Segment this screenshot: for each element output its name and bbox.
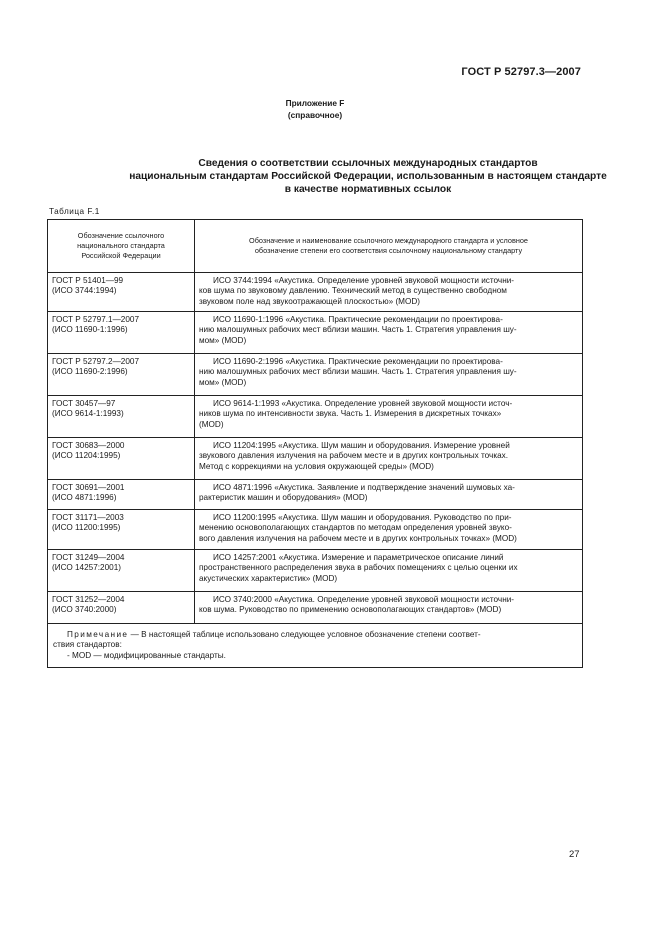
desc-line: Метод с коррекциями на условия окружающей среды» (MOD) — [199, 461, 434, 471]
header-national-standard — [48, 220, 195, 273]
national-standard-cell — [48, 396, 194, 423]
table-note-row — [48, 624, 583, 668]
iso-equivalent: (ИСО 3740:2000) — [52, 605, 117, 615]
desc-line: мом» (MOD) — [199, 335, 247, 345]
iso-equivalent: (ИСО 3744:1994) — [52, 286, 117, 296]
table-row — [48, 354, 583, 396]
desc-line: (MOD) — [199, 419, 224, 429]
table-row — [48, 592, 583, 624]
iso-equivalent: (ИСО 9614-1:1993) — [52, 409, 124, 419]
desc-line: ИСО 11690-2:1996 «Акустика. Практические рекомендации по проектирова- — [213, 357, 503, 366]
iso-equivalent: (ИСО 14257:2001) — [52, 563, 121, 573]
annex-type: (справочное) — [287, 109, 343, 120]
desc-line: ИСО 11204:1995 «Акустика. Шум машин и оборудования. Измерение уровней — [213, 441, 510, 450]
note-line — [53, 630, 577, 640]
desc-line: мом» (MOD) — [199, 377, 247, 387]
desc-line: ИСО 11690-1:1996 «Акустика. Практические рекомендации по проектирова- — [213, 315, 503, 324]
international-standard-cell — [195, 273, 582, 310]
international-standard-cell — [195, 354, 582, 391]
title-line: Сведения о соответствии ссылочных международных стандартов — [198, 158, 538, 169]
annex-title: Приложение F — [285, 98, 345, 108]
std-code: ГОСТ 31249—2004 — [52, 553, 125, 562]
national-standard-cell — [48, 354, 194, 381]
desc-line: акустических характеристик» (MOD) — [199, 573, 338, 583]
national-standard-cell — [48, 480, 194, 507]
note-line: ствия стандартов: — [53, 640, 122, 650]
table-label: Таблица F.1 — [49, 207, 100, 216]
desc-line: ИСО 9614-1:1993 «Акустика. Определение уровней звуковой мощности источ- — [213, 399, 513, 408]
std-code: ГОСТ 31252—2004 — [52, 595, 125, 604]
desc-line: менению основополагающих стандартов по методам определения уровней звуко- — [199, 523, 512, 533]
title-line: в качестве нормативных ссылок — [284, 184, 452, 195]
table-row — [48, 510, 583, 550]
std-code: ГОСТ Р 52797.1—2007 — [52, 315, 139, 324]
document-code: ГОСТ Р 52797.3—2007 — [461, 66, 581, 78]
std-code: ГОСТ 30683—2000 — [52, 441, 125, 450]
international-standard-cell — [195, 438, 582, 475]
header-text: обозначение степени его соответствия ссылочному национальному стандарту — [254, 246, 523, 255]
section-title — [80, 157, 656, 196]
note-label: Примечание — [67, 630, 129, 639]
international-standard-cell — [195, 510, 582, 547]
table-row — [48, 480, 583, 510]
reference-table — [47, 219, 583, 668]
annex-heading — [0, 98, 630, 121]
international-standard-cell — [195, 592, 582, 619]
national-standard-cell — [48, 550, 194, 577]
iso-equivalent: (ИСО 11204:1995) — [52, 451, 121, 461]
header-text: Российской Федерации — [81, 251, 161, 260]
iso-equivalent: (ИСО 11690-2:1996) — [52, 367, 128, 377]
desc-line: ИСО 4871:1996 «Акустика. Заявление и подтверждение значений шумовых ха- — [213, 483, 515, 492]
desc-line: звукового давления излучения на рабочем месте и в других контрольных точках. — [199, 451, 509, 461]
desc-line: звуковом поле над звукоотражающей плоскостью» (MOD) — [199, 296, 421, 306]
iso-equivalent: (ИСО 11690-1:1996) — [52, 325, 128, 335]
note-text: — В настоящей таблице использовано следующее условное обозначение степени соответ- — [128, 630, 481, 639]
note-item: - MOD — модифицированные стандарты. — [67, 650, 226, 660]
table-row — [48, 396, 583, 438]
desc-line: ИСО 11200:1995 «Акустика. Шум машин и оборудования. Руководство по при- — [213, 513, 512, 522]
national-standard-cell — [48, 510, 194, 537]
desc-line: нию малошумных рабочих мест вблизи машин. Часть 1. Стратегия управления шу- — [199, 325, 517, 335]
header-text: национального стандарта — [77, 241, 165, 250]
table-row — [48, 438, 583, 480]
std-code: ГОСТ 31171—2003 — [52, 513, 124, 522]
table-row — [48, 550, 583, 592]
desc-line: вого давления излучения на рабочем месте и в других контрольных точках» (MOD) — [199, 533, 517, 543]
table-header-row — [48, 220, 583, 273]
desc-line: рактеристик машин и оборудования» (MOD) — [199, 493, 368, 503]
std-code: ГОСТ Р 51401—99 — [52, 276, 124, 285]
international-standard-cell — [195, 396, 582, 433]
title-line: национальным стандартам Российской Федерации, использованным в настоящем стандарте — [129, 171, 607, 182]
iso-equivalent: (ИСО 11200:1995) — [52, 523, 121, 533]
std-code: ГОСТ 30457—97 — [52, 399, 116, 408]
national-standard-cell — [48, 438, 194, 465]
page-number: 27 — [569, 849, 580, 860]
header-text: Обозначение и наименование ссылочного международного стандарта и условное — [249, 236, 528, 245]
international-standard-cell — [195, 550, 582, 587]
desc-line: ИСО 3740:2000 «Акустика. Определение уровней звуковой мощности источни- — [213, 595, 515, 604]
desc-line: пространственного распределения звука в рабочих помещениях с целью оценки их — [199, 563, 518, 573]
iso-equivalent: (ИСО 4871:1996) — [52, 493, 117, 503]
desc-line: ИСО 3744:1994 «Акустика. Определение уровней звуковой мощности источни- — [213, 276, 515, 285]
header-international-standard — [195, 220, 583, 273]
international-standard-cell — [195, 480, 582, 507]
national-standard-cell — [48, 273, 194, 300]
desc-line: ков шума. Руководство по применению основополагающих стандартов» (MOD) — [199, 605, 502, 615]
std-code: ГОСТ Р 52797.2—2007 — [52, 357, 139, 366]
desc-line: нию малошумных рабочих мест вблизи машин. Часть 1. Стратегия управления шу- — [199, 367, 517, 377]
table-row — [48, 312, 583, 354]
table-note — [48, 624, 582, 667]
desc-line: ков шума по звуковому давлению. Технический метод в существенно свободном — [199, 286, 507, 296]
national-standard-cell — [48, 312, 194, 339]
header-text: Обозначение ссылочного — [77, 231, 165, 240]
national-standard-cell — [48, 592, 194, 619]
desc-line: ников шума по интенсивности звука. Часть 1. Измерения в дискретных точках» — [199, 409, 502, 419]
international-standard-cell — [195, 312, 582, 349]
desc-line: ИСО 14257:2001 «Акустика. Измерение и параметрическое описание линий — [213, 553, 504, 562]
std-code: ГОСТ 30691—2001 — [52, 483, 125, 492]
table-row — [48, 273, 583, 312]
